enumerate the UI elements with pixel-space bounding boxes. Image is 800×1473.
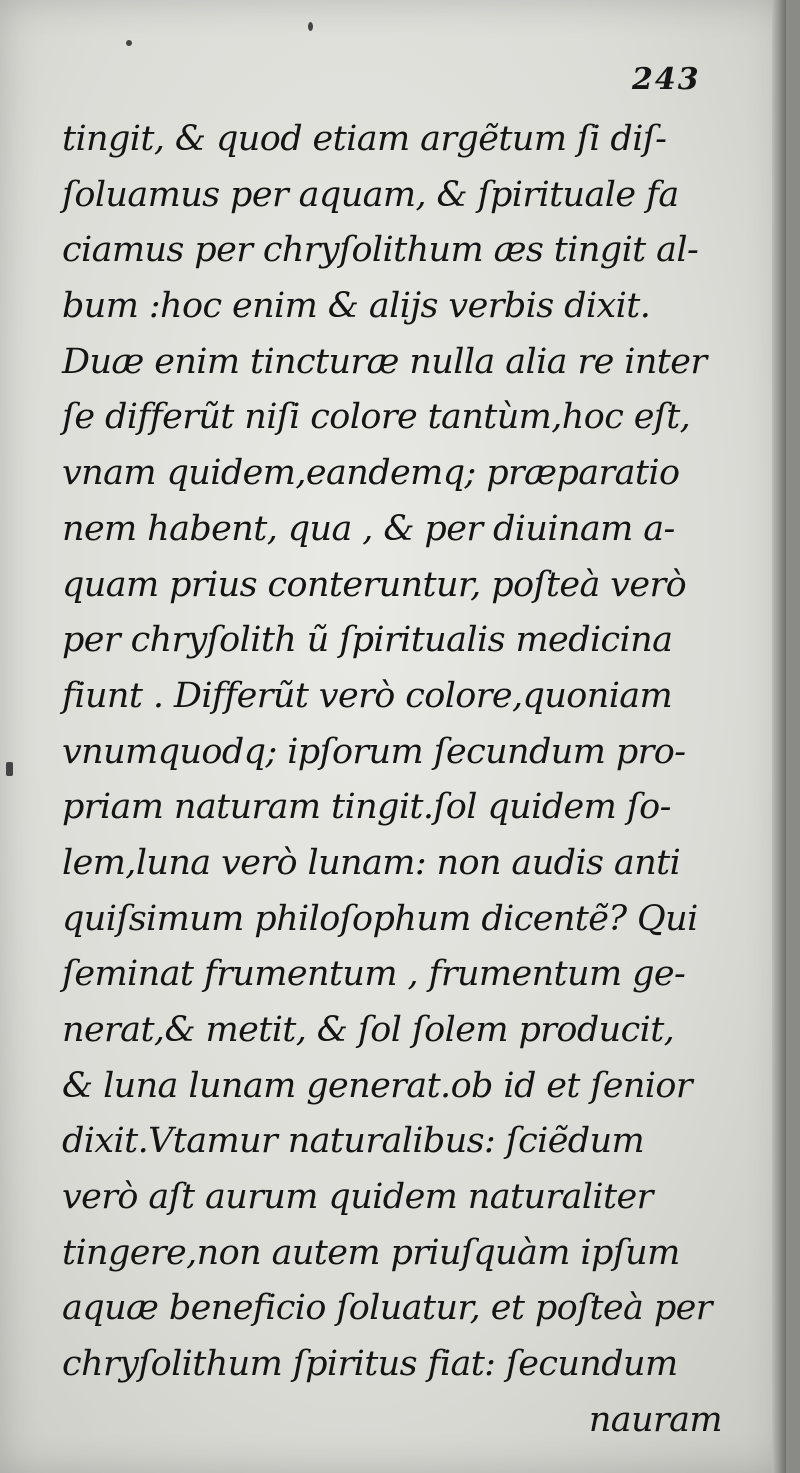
text-line: vnumquodq; ipſorum ſecundum pro- xyxy=(62,731,686,772)
text-line: quiſsimum philoſophum dicentẽ? Qui xyxy=(62,898,698,939)
text-line: ſeminat frumentum , frumentum ge- xyxy=(62,954,686,995)
text-line: per chryſolith ũ ſpiritualis medicina xyxy=(62,620,673,661)
text-line: tingere,non autem priuſquàm ipſum xyxy=(62,1232,680,1273)
text-line: tingit, & quod etiam argẽtum ſi diſ- xyxy=(62,119,667,159)
text-line: ſe differũt niſi colore tantùm,hoc eſt, xyxy=(62,397,691,438)
text-line: ciamus per chryſolithum æs tingit al- xyxy=(62,230,699,271)
text-line: Duæ enim tincturæ nulla alia re inter xyxy=(62,341,707,382)
ink-speck xyxy=(126,40,132,46)
text-line: verò aſt aurum quidem naturaliter xyxy=(62,1177,653,1218)
text-line: dixit.Vtamur naturalibus: ſciẽdum xyxy=(62,1121,645,1162)
text-line: lem,luna verò lunam: non audis anti xyxy=(62,842,681,883)
ink-speck xyxy=(308,22,313,31)
text-line: ſoluamus per aquam, & ſpirituale fa xyxy=(62,174,679,215)
page-edge xyxy=(772,0,786,1473)
text-line: bum :hoc enim & alijs verbis dixit. xyxy=(62,286,651,327)
ink-speck xyxy=(6,762,13,776)
text-line: nem habent, qua , & per diuinam a- xyxy=(62,508,675,549)
body-text xyxy=(62,112,722,1449)
text-line: vnam quidem,eandemq; præparatio xyxy=(62,453,680,494)
text-line: nerat,& metit, & ſol ſolem producit, xyxy=(62,1010,675,1050)
text-line: quam prius conteruntur, poſteà verò xyxy=(62,564,687,605)
text-line: priam naturam tingit.ſol quidem ſo- xyxy=(62,787,671,828)
text-line: & luna lunam generat.ob id et ſenior xyxy=(62,1065,693,1106)
catchword: nauram xyxy=(588,1399,722,1440)
text-line: fiunt . Differũt verò colore,quoniam xyxy=(62,675,673,716)
text-line: chryſolithum ſpiritus fiat: ſecundum xyxy=(62,1344,678,1385)
text-line: aquæ beneficio ſoluatur, et poſteà per xyxy=(62,1288,712,1329)
page-number: 243 xyxy=(632,62,701,97)
